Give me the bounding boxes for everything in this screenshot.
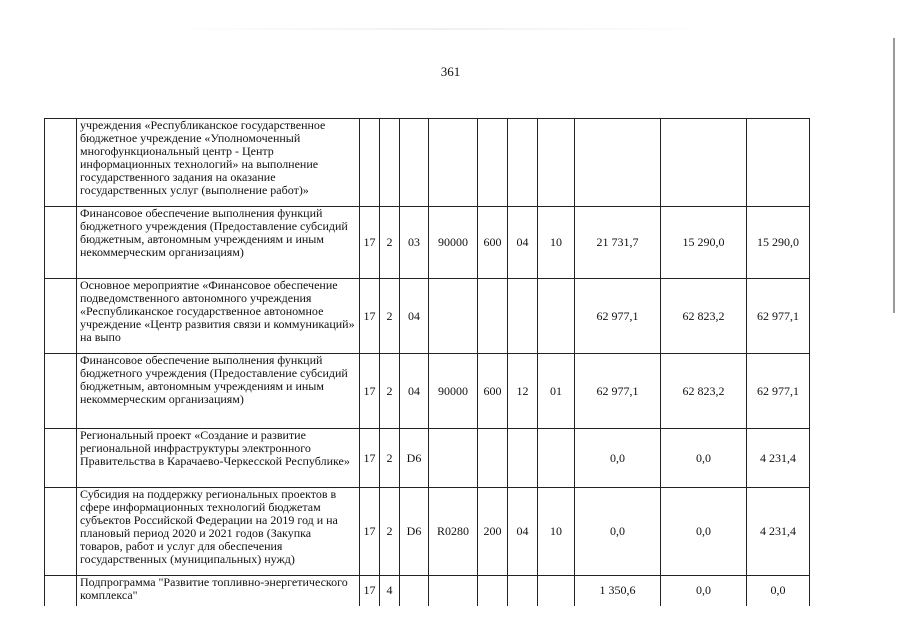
- code-cell: 04: [400, 279, 429, 354]
- table-row: [45, 576, 810, 606]
- amount-cell: 15 290,0: [747, 207, 810, 279]
- table-row: [45, 207, 810, 279]
- amount-cell: 0,0: [575, 488, 661, 576]
- code-cell: 10: [538, 488, 575, 576]
- amount-cell: 1 350,6: [575, 576, 661, 606]
- amount-cell: 62 977,1: [575, 279, 661, 354]
- code-cell: 2: [380, 488, 400, 576]
- code-cell: [400, 576, 429, 606]
- code-cell: D6: [400, 429, 429, 488]
- code-cell: 600: [478, 207, 508, 279]
- amount-cell: 62 977,1: [747, 354, 810, 429]
- code-cell: [508, 119, 538, 207]
- amount-cell: 21 731,7: [575, 207, 661, 279]
- code-cell: [478, 429, 508, 488]
- page-number: 361: [440, 64, 461, 79]
- code-cell: [400, 119, 429, 207]
- code-cell: [478, 279, 508, 354]
- code-cell: 10: [538, 207, 575, 279]
- code-cell: 200: [478, 488, 508, 576]
- blank-cell: [45, 576, 77, 606]
- code-cell: 90000: [429, 354, 478, 429]
- code-cell: 17: [360, 354, 380, 429]
- code-cell: 90000: [429, 207, 478, 279]
- code-cell: 17: [360, 207, 380, 279]
- code-cell: 03: [400, 207, 429, 279]
- row-name: Основное мероприятие «Финансовое обеспечение подведомственного автономного учреждения «Республиканское государственное автономное учреждение «Центр развития связи и коммуникаций» на выпо: [77, 279, 360, 354]
- code-cell: 17: [360, 488, 380, 576]
- code-cell: 04: [508, 207, 538, 279]
- code-cell: [538, 576, 575, 606]
- amount-cell: 0,0: [747, 576, 810, 606]
- code-cell: [538, 279, 575, 354]
- amount-cell: 0,0: [575, 429, 661, 488]
- code-cell: 2: [380, 429, 400, 488]
- code-cell: [380, 119, 400, 207]
- row-name: учреждения «Республиканское государственное бюджетное учреждение «Уполномоченный многофункциональный центр - Центр информационных технологий» на выполнение государственного задания на оказание государственных услуг (выполнение работ)»: [77, 119, 360, 207]
- code-cell: [508, 429, 538, 488]
- amount-cell: 0,0: [661, 488, 747, 576]
- code-cell: [508, 576, 538, 606]
- amount-cell: 62 977,1: [747, 279, 810, 354]
- table-row: [45, 279, 810, 354]
- blank-cell: [45, 207, 77, 279]
- code-cell: [360, 119, 380, 207]
- amount-cell: 0,0: [661, 576, 747, 606]
- amount-cell: [747, 119, 810, 207]
- table-row: [45, 429, 810, 488]
- amount-cell: 62 823,2: [661, 354, 747, 429]
- code-cell: D6: [400, 488, 429, 576]
- budget-table: [44, 118, 810, 606]
- amount-cell: 62 823,2: [661, 279, 747, 354]
- code-cell: [508, 279, 538, 354]
- code-cell: 12: [508, 354, 538, 429]
- row-name: Финансовое обеспечение выполнения функций бюджетного учреждения (Предоставление субсидий бюджетным, автономным учреждениям и иным некоммерческим организациям): [77, 354, 360, 429]
- code-cell: 2: [380, 354, 400, 429]
- amount-cell: 4 231,4: [747, 429, 810, 488]
- row-name: Региональный проект «Создание и развитие региональной инфраструктуры электронного Правительства в Карачаево-Черкесской Республике»: [77, 429, 360, 488]
- code-cell: 17: [360, 279, 380, 354]
- code-cell: 17: [360, 576, 380, 606]
- code-cell: 2: [380, 207, 400, 279]
- code-cell: [538, 429, 575, 488]
- code-cell: 2: [380, 279, 400, 354]
- blank-cell: [45, 429, 77, 488]
- code-cell: 600: [478, 354, 508, 429]
- code-cell: 01: [538, 354, 575, 429]
- blank-cell: [45, 279, 77, 354]
- code-cell: 04: [508, 488, 538, 576]
- code-cell: [478, 119, 508, 207]
- code-cell: [429, 279, 478, 354]
- table-row: [45, 488, 810, 576]
- row-name: Субсидия на поддержку региональных проектов в сфере информационных технологий бюджетам субъектов Российской Федерации на 2019 год и на плановый период 2020 и 2021 годов (Закупка товаров, работ и услуг для обеспечения государственных (муниципальных) нужд): [77, 488, 360, 576]
- code-cell: [538, 119, 575, 207]
- amount-cell: [661, 119, 747, 207]
- amount-cell: 15 290,0: [661, 207, 747, 279]
- amount-cell: [575, 119, 661, 207]
- code-cell: [429, 576, 478, 606]
- amount-cell: 0,0: [661, 429, 747, 488]
- blank-cell: [45, 354, 77, 429]
- code-cell: 04: [400, 354, 429, 429]
- blank-cell: [45, 488, 77, 576]
- blank-cell: [45, 119, 77, 207]
- amount-cell: 4 231,4: [747, 488, 810, 576]
- code-cell: [429, 119, 478, 207]
- code-cell: [429, 429, 478, 488]
- row-name: Финансовое обеспечение выполнения функций бюджетного учреждения (Предоставление субсидий бюджетным, автономным учреждениям и иным некоммерческим организациям): [77, 207, 360, 279]
- code-cell: 4: [380, 576, 400, 606]
- table-row: [45, 354, 810, 429]
- code-cell: R0280: [429, 488, 478, 576]
- code-cell: [478, 576, 508, 606]
- table-row: [45, 119, 810, 207]
- scan-top-shadow: [160, 28, 720, 30]
- row-name: Подпрограмма "Развитие топливно-энергетического комплекса": [77, 576, 360, 606]
- code-cell: 17: [360, 429, 380, 488]
- amount-cell: 62 977,1: [575, 354, 661, 429]
